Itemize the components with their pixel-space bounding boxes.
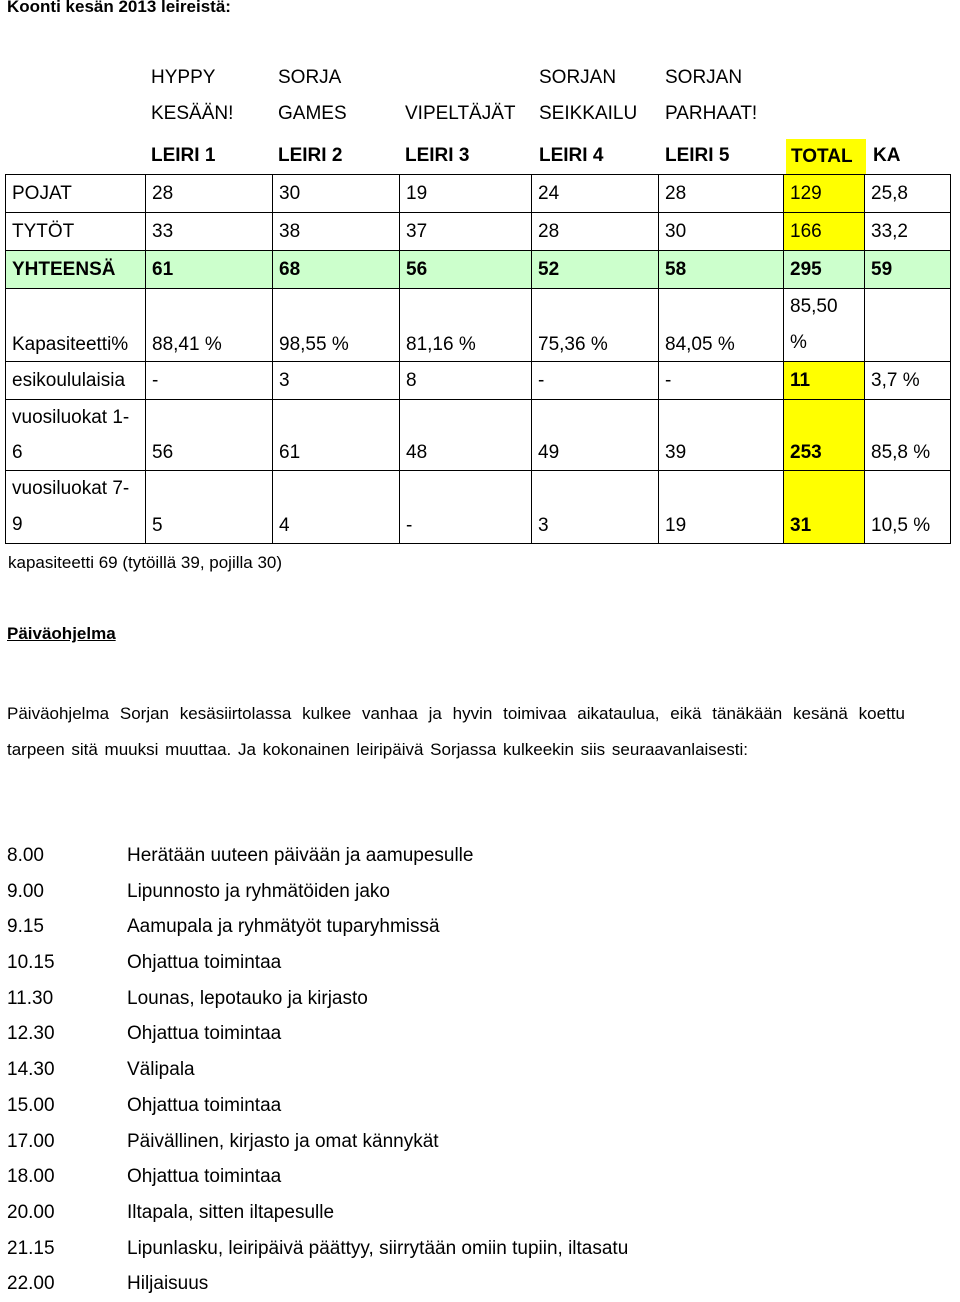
- total-cell: 253: [784, 400, 865, 471]
- row-label-yhteensa: YHTEENSÄ: [6, 251, 146, 289]
- cell: 61: [146, 251, 273, 289]
- cell: 24: [532, 175, 659, 213]
- schedule-time: 17.00: [7, 1130, 55, 1152]
- schedule-activity: Herätään uuteen päivään ja aamupesulle: [127, 845, 474, 866]
- camp-4-name-line1: SORJAN: [539, 67, 617, 88]
- daily-schedule: [7, 838, 628, 1302]
- cell: 30: [659, 213, 784, 251]
- schedule-activity: Hiljaisuus: [127, 1273, 209, 1295]
- cell: 84,05 %: [659, 289, 784, 362]
- schedule-activity: Aamupala ja ryhmätyöt tuparyhmissä: [127, 916, 440, 938]
- cell: -: [532, 362, 659, 400]
- cell: 38: [273, 213, 400, 251]
- list-item: [7, 1052, 628, 1088]
- row-label-line2: 9: [12, 514, 23, 535]
- cell: 88,41 %: [146, 289, 273, 362]
- table-row: [6, 471, 951, 544]
- cell: 19: [659, 471, 784, 544]
- cell: 48: [400, 400, 532, 471]
- total-cell: [784, 289, 865, 362]
- row-label-line1: vuosiluokat 7-: [12, 478, 130, 499]
- schedule-time: 10.15: [7, 952, 55, 974]
- list-item: [7, 1088, 628, 1124]
- cell: -: [400, 471, 532, 544]
- cell: 28: [532, 213, 659, 251]
- row-label-vuosi79: [6, 471, 146, 544]
- cell: 37: [400, 213, 532, 251]
- schedule-time: 18.00: [7, 1166, 55, 1188]
- capacity-note: kapasiteetti 69 (tytöillä 39, pojilla 30): [8, 553, 283, 572]
- schedule-activity: Lipunlasku, leiripäivä päättyy, siirrytään omiin tupiin, iltasatu: [127, 1237, 629, 1259]
- ka-cell: [865, 289, 951, 362]
- camp-5-name-line1: SORJAN: [665, 67, 743, 88]
- camp-5-label: LEIRI 5: [665, 145, 730, 166]
- cell: 49: [532, 400, 659, 471]
- table-row: [6, 400, 951, 471]
- row-label-vuosi16: [6, 400, 146, 471]
- schedule-time: 9.00: [7, 880, 44, 902]
- camp-4-label: LEIRI 4: [539, 145, 604, 166]
- cell: -: [146, 362, 273, 400]
- ka-cell: 25,8: [865, 175, 951, 213]
- cell: 28: [659, 175, 784, 213]
- cell: 68: [273, 251, 400, 289]
- total-cell: 129: [784, 175, 865, 213]
- camp-1-name-line1: HYPPY: [151, 67, 216, 88]
- schedule-activity: Ohjattua toimintaa: [127, 952, 282, 974]
- list-item: [7, 874, 628, 910]
- list-item: [7, 1016, 628, 1052]
- schedule-time: 20.00: [7, 1201, 55, 1223]
- cell: 4: [273, 471, 400, 544]
- ka-cell: 33,2: [865, 213, 951, 251]
- list-item: [7, 909, 628, 945]
- camp-3-name-line2: VIPELTÄJÄT: [405, 103, 516, 124]
- cell: 58: [659, 251, 784, 289]
- ka-cell: 10,5 %: [865, 471, 951, 544]
- cell: 3: [532, 471, 659, 544]
- camp-4-name-line2: SEIKKAILU: [539, 103, 638, 124]
- cell: 8: [400, 362, 532, 400]
- cell: 30: [273, 175, 400, 213]
- list-item: [7, 1124, 628, 1160]
- intro-paragraph: Päiväohjelma Sorjan kesäsiirtolassa kulkee vanhaa ja hyvin toimivaa aikataulua, eikä tänäkään kesänä koettu tarpeen sitä muuksi muuttaa. Ja kokonainen leiripäivä Sorjassa kulkeekin siis seuraavanlaisesti:: [7, 704, 905, 759]
- list-item: [7, 1195, 628, 1231]
- list-item: [7, 1266, 628, 1302]
- cell: 33: [146, 213, 273, 251]
- schedule-activity: Lounas, lepotauko ja kirjasto: [127, 987, 368, 1009]
- section-title: Päiväohjelma: [7, 624, 116, 643]
- row-label-pojat: POJAT: [6, 175, 146, 213]
- ka-cell: 59: [865, 251, 951, 289]
- list-item: [7, 1159, 628, 1195]
- schedule-time: 11.30: [7, 987, 54, 1009]
- total-header: TOTAL: [786, 139, 866, 174]
- table-row: [6, 251, 951, 289]
- camp-1-name-line2: KESÄÄN!: [151, 103, 234, 124]
- schedule-activity: Iltapala, sitten iltapesulle: [127, 1201, 335, 1223]
- list-item: [7, 1231, 628, 1267]
- total-cell-line1: 85,50: [790, 296, 838, 317]
- cell: 28: [146, 175, 273, 213]
- list-item: [7, 945, 628, 981]
- schedule-time: 8.00: [7, 845, 44, 866]
- cell: 81,16 %: [400, 289, 532, 362]
- camp-2-name-line1: SORJA: [278, 67, 342, 88]
- schedule-time: 21.15: [7, 1237, 55, 1259]
- camp-5-name-line2: PARHAAT!: [665, 103, 758, 124]
- schedule-activity: Välipala: [127, 1059, 195, 1081]
- cell: 75,36 %: [532, 289, 659, 362]
- schedule-activity: Ohjattua toimintaa: [127, 1094, 282, 1116]
- total-cell-line2: %: [790, 332, 807, 353]
- cell: 56: [146, 400, 273, 471]
- cell: -: [659, 362, 784, 400]
- table-row: [6, 213, 951, 251]
- schedule-activity: Päivällinen, kirjasto ja omat kännykät: [127, 1130, 439, 1152]
- schedule-activity: Ohjattua toimintaa: [127, 1166, 282, 1188]
- schedule-time: 9.15: [7, 916, 44, 938]
- total-cell: 166: [784, 213, 865, 251]
- schedule-time: 15.00: [7, 1094, 55, 1116]
- total-cell: 31: [784, 471, 865, 544]
- table-row: [6, 289, 951, 362]
- schedule-activity: Ohjattua toimintaa: [127, 1023, 282, 1045]
- camp-2-label: LEIRI 2: [278, 145, 343, 166]
- total-cell: 11: [784, 362, 865, 400]
- cell: 56: [400, 251, 532, 289]
- row-label-kapasiteetti: Kapasiteetti%: [6, 289, 146, 362]
- camp-3-label: LEIRI 3: [405, 145, 470, 166]
- cell: 3: [273, 362, 400, 400]
- cell: 98,55 %: [273, 289, 400, 362]
- cell: 61: [273, 400, 400, 471]
- cell: 52: [532, 251, 659, 289]
- table-row: [6, 362, 951, 400]
- ka-cell: 3,7 %: [865, 362, 951, 400]
- list-item: [7, 981, 628, 1017]
- list-item: [7, 838, 628, 874]
- cell: 5: [146, 471, 273, 544]
- cell: 39: [659, 400, 784, 471]
- schedule-time: 14.30: [7, 1059, 55, 1081]
- schedule-time: 12.30: [7, 1023, 55, 1045]
- row-label-line2: 6: [12, 442, 23, 463]
- camp-2-name-line2: GAMES: [278, 103, 347, 124]
- total-cell: 295: [784, 251, 865, 289]
- schedule-activity: Lipunnosto ja ryhmätöiden jako: [127, 880, 391, 902]
- page-title: Koonti kesän 2013 leireistä:: [7, 0, 231, 16]
- ka-header: KA: [873, 145, 901, 166]
- camp-1-label: LEIRI 1: [151, 145, 216, 166]
- row-label-tytot: TYTÖT: [6, 213, 146, 251]
- ka-cell: 85,8 %: [865, 400, 951, 471]
- table-row: [6, 175, 951, 213]
- row-label-esikoulu: esikoululaisia: [6, 362, 146, 400]
- schedule-time: 22.00: [7, 1273, 55, 1295]
- cell: 19: [400, 175, 532, 213]
- camp-summary-table: [5, 174, 951, 544]
- row-label-line1: vuosiluokat 1-: [12, 407, 130, 428]
